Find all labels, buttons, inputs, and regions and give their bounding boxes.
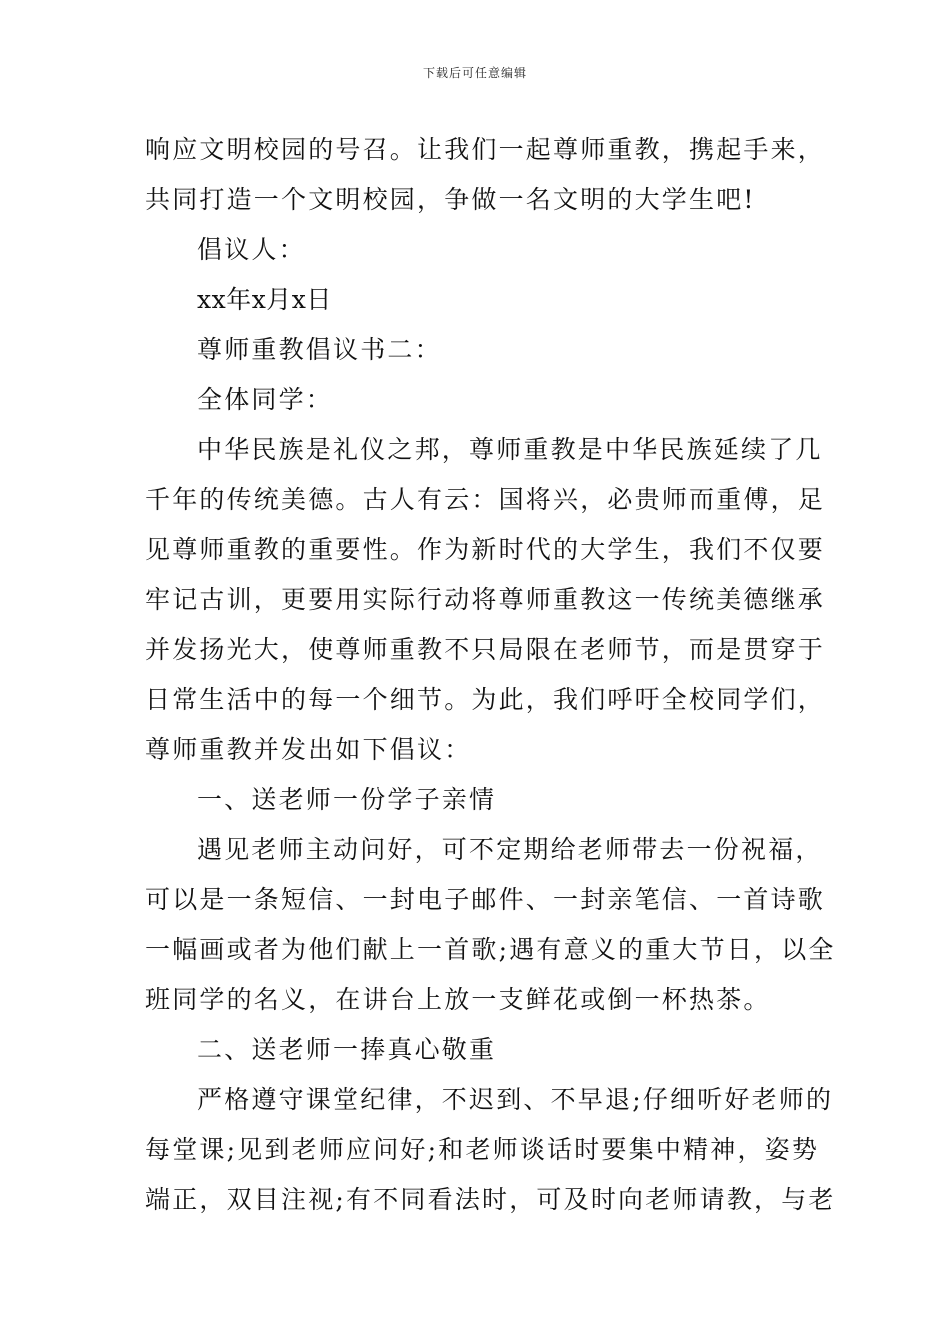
text-line-20: 严格遵守课堂纪律，不迟到、不早退;仔细听好老师的 bbox=[197, 1085, 834, 1114]
text-line-15: 遇见老师主动问好，可不定期给老师带去一份祝福， bbox=[197, 835, 823, 864]
text-line-18: 班同学的名义，在讲台上放一支鲜花或倒一杯热茶。 bbox=[145, 985, 771, 1014]
text-line-21: 每堂课;见到老师应问好;和老师谈话时要集中精神，姿势 bbox=[145, 1135, 820, 1164]
text-line-17: 一幅画或者为他们献上一首歌;遇有意义的重大节日，以全 bbox=[145, 935, 836, 964]
salutation: 全体同学： bbox=[197, 385, 334, 414]
page-header-note: 下载后可任意编辑 bbox=[422, 66, 527, 80]
text-line-10: 牢记古训，更要用实际行动将尊师重教这一传统美德继承 bbox=[145, 585, 826, 614]
text-line-22: 端正，双目注视;有不同看法时，可及时向老师请教，与老 bbox=[145, 1185, 836, 1214]
section-title: 尊师重教倡议书二： bbox=[197, 335, 442, 364]
document-body bbox=[145, 125, 836, 1225]
text-line-16: 可以是一条短信、一封电子邮件、一封亲笔信、一首诗歌 bbox=[145, 885, 826, 914]
text-line-13: 尊师重教并发出如下倡议： bbox=[145, 735, 472, 764]
text-line-9: 见尊师重教的重要性。作为新时代的大学生，我们不仅要 bbox=[145, 535, 826, 564]
subheading-1: 一、送老师一份学子亲情 bbox=[197, 785, 497, 814]
date-line: xx年x月x日 bbox=[197, 285, 332, 314]
text-line-11: 并发扬光大，使尊师重教不只局限在老师节，而是贯穿于 bbox=[145, 635, 826, 664]
subheading-2: 二、送老师一捧真心敬重 bbox=[197, 1035, 497, 1064]
signature-label: 倡议人： bbox=[197, 235, 306, 264]
text-line-7: 中华民族是礼仪之邦，尊师重教是中华民族延续了几 bbox=[197, 435, 823, 464]
text-line-12: 日常生活中的每一个细节。为此，我们呼吁全校同学们， bbox=[145, 685, 826, 714]
text-line-8: 千年的传统美德。古人有云：国将兴，必贵师而重傅，足 bbox=[145, 485, 826, 514]
text-line-1: 响应文明校园的号召。让我们一起尊师重教，携起手来， bbox=[145, 135, 826, 164]
text-line-2: 共同打造一个文明校园，争做一名文明的大学生吧! bbox=[145, 185, 756, 214]
